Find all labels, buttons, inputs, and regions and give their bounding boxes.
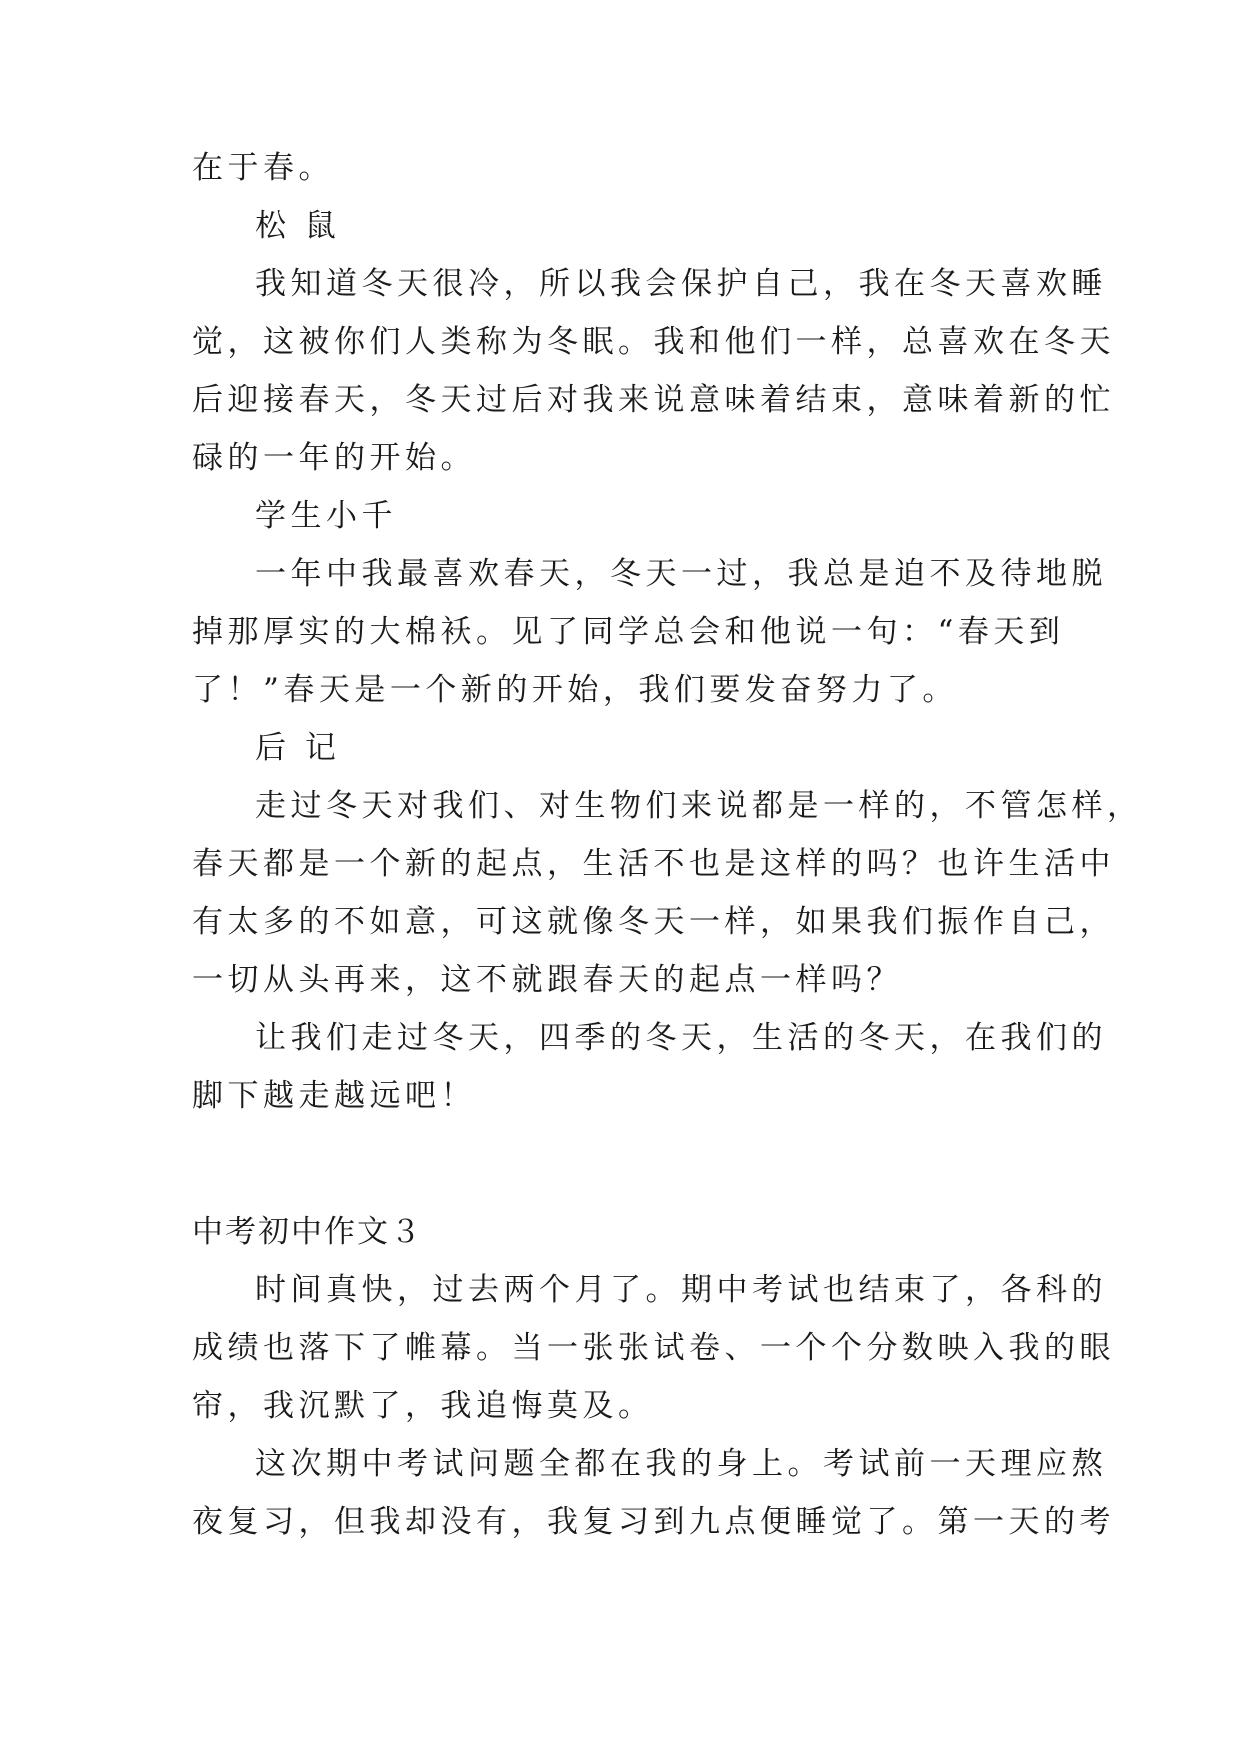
paragraph-line: 成绩也落下了帷幕。当一张张试卷、一个个分数映入我的眼 (192, 1330, 1115, 1366)
section-heading-squirrel: 松 鼠 (255, 208, 341, 244)
essay-title: 中考初中作文３ (192, 1214, 423, 1250)
paragraph-line: 春天都是一个新的起点，生活不也是这样的吗？也许生活中 (192, 846, 1115, 882)
paragraph-line: 碌的一年的开始。 (192, 440, 476, 476)
paragraph-line: 我知道冬天很冷，所以我会保护自己，我在冬天喜欢睡 (255, 266, 1107, 302)
paragraph-line: 后迎接春天，冬天过后对我来说意味着结束，意味着新的忙 (192, 382, 1115, 418)
paragraph-line: 走过冬天对我们、对生物们来说都是一样的，不管怎样， (255, 788, 1143, 824)
paragraph-line: 这次期中考试问题全都在我的身上。考试前一天理应熬 (255, 1446, 1107, 1482)
paragraph-line: 觉，这被你们人类称为冬眠。我和他们一样，总喜欢在冬天 (192, 324, 1115, 360)
section-heading-postscript: 后 记 (255, 730, 341, 766)
paragraph-line: 掉那厚实的大棉袄。见了同学总会和他说一句：“春天到 (192, 614, 1065, 650)
paragraph-line: 夜复习，但我却没有，我复习到九点便睡觉了。第一天的考 (192, 1504, 1115, 1540)
paragraph-line: 帘，我沉默了，我追悔莫及。 (192, 1388, 654, 1424)
paragraph-line: 了！”春天是一个新的开始，我们要发奋努力了。 (192, 672, 958, 708)
paragraph-line: 时间真快，过去两个月了。期中考试也结束了，各科的 (255, 1272, 1107, 1308)
paragraph-line: 在于春。 (192, 150, 334, 186)
paragraph-line: 让我们走过冬天，四季的冬天，生活的冬天，在我们的 (255, 1020, 1107, 1056)
paragraph-line: 一切从头再来，这不就跟春天的起点一样吗？ (192, 962, 902, 998)
paragraph-line: 脚下越走越远吧！ (192, 1078, 476, 1114)
section-heading-student: 学生小千 (255, 498, 397, 534)
paragraph-line: 有太多的不如意，可这就像冬天一样，如果我们振作自己， (192, 904, 1115, 940)
paragraph-line: 一年中我最喜欢春天，冬天一过，我总是迫不及待地脱 (255, 556, 1107, 592)
